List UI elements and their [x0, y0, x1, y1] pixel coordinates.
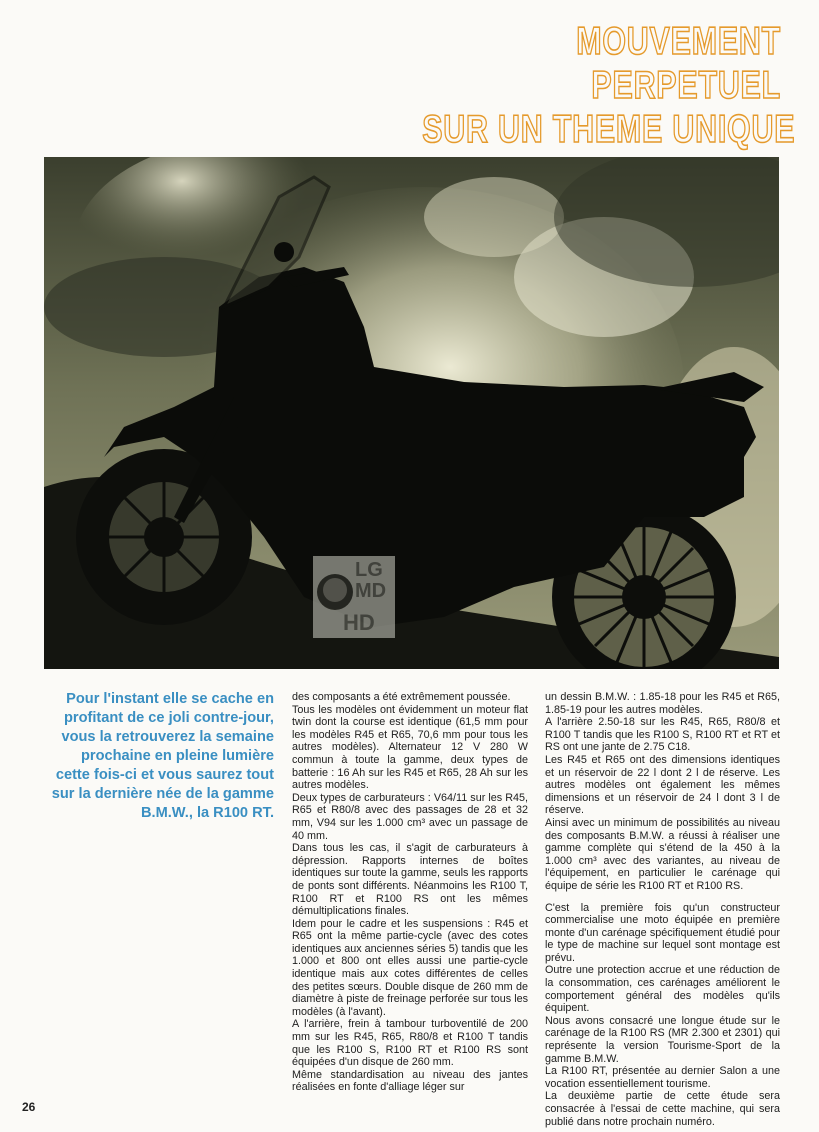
paragraph: Outre une protection accrue et une réduction de la consommation, ces carénages améliorent le comportement général des modèles qu'ils équipent. — [545, 964, 780, 1015]
watermark-line-3: HD — [343, 610, 375, 635]
watermark-line-2: MD — [355, 580, 387, 602]
paragraph: Même standardisation au niveau des jantes réalisées en fonte d'alliage léger sur — [292, 1068, 528, 1094]
paragraph: Ainsi avec un minimum de possibilités au niveau des composants B.M.W. a réussi à réaliser une gamme complète qui s'étend de la 450 à la 1.000 cm³ avec des variantes, au niveau de l'équipement, en particulier le carénage qui équipe de série les R100 RT et R100 RS. — [545, 816, 780, 892]
title-line-1: MOUVEMENT — [576, 20, 781, 63]
paragraph: La deuxième partie de cette étude sera consacrée à l'essai de cette machine, qui sera publié dans notre prochain numéro. — [545, 1090, 780, 1128]
watermark-logo — [313, 556, 395, 638]
paragraph: La R100 RT, présentée au dernier Salon a une vocation essentiellement tourisme. — [545, 1065, 780, 1090]
paragraph: Les R45 et R65 ont des dimensions identiques et un réservoir de 22 l dont 2 l de réserve. Les autres modèles ont également les mêmes dimensions et un réservoir de 24 l dont 3 l de réserve. — [545, 753, 780, 817]
lead-paragraph: Pour l'instant elle se cache en profitant de ce joli contre-jour, vous la retrouverez la semaine prochaine en pleine lumière cette fois-ci et vous saurez tout sur la dernière née de la gamme B.M.W., la R100 RT. — [51, 691, 274, 821]
paragraph: A l'arrière 2.50-18 sur les R45, R65, R80/8 et R100 T tandis que les R100 S, R100 RT et RT et RS ont une jante de 2.75 C18. — [545, 716, 780, 754]
text-column-1 — [292, 691, 528, 1094]
paragraph: Deux types de carburateurs : V64/11 sur les R45, R65 et R80/8 avec des passages de 28 et 32 mm, V94 sur les 1.000 cm³ avec un passage de 40 mm. — [292, 791, 528, 842]
title-line-2: PERPETUEL — [591, 64, 781, 107]
paragraph: A l'arrière, frein à tambour turboventilé de 200 mm sur les R45, R65, R80/8 et R100 T tandis que les R100 S, R100 RT et R100 RS sont équipées d'un disque de 260 mm. — [292, 1018, 528, 1069]
paragraph: Dans tous les cas, il s'agit de carburateurs à dépression. Rapports internes de boîtes identiques sur toute la gamme, seuls les rapports de ponts sont différents. Néanmoins les R100 T, R100 RT et R100 RS ont les mêmes démultiplications finales. — [292, 842, 528, 918]
paragraph: des composants a été extrêmement poussée. — [292, 691, 511, 703]
page-number: 26 — [22, 1100, 36, 1114]
motorcycle-photo — [44, 157, 779, 669]
title-line-3: SUR UN THEME UNIQUE — [422, 108, 796, 151]
paragraph: Idem pour le cadre et les suspensions : R45 et R65 ont la même partie-cycle (avec des cotes identiques aux anciennes séries 5) tandis que les 1.000 et 800 ont elles aussi une partie-cycle identique mais aux cotes différentes de celles des petites sœurs. Double disque de 260 mm de diamètre à piste de freinage perforée sur tous les modèles (à l'avant). — [292, 917, 528, 1018]
paragraph: Tous les modèles ont évidemment un moteur flat twin dont la course est identique (61,5 mm pour les modèles R45 et R65, 70,6 mm pour tous les autres modèles). Alternateur 12 V 280 W commun à toute la gamme, deux types de batterie : 16 Ah sur les R45 et R65, 28 Ah sur les autres modèles. — [292, 703, 528, 792]
paragraph: un dessin B.M.W. : 1.85-18 pour les R45 et R65, 1.85-19 pour les autres modèles. — [545, 691, 780, 716]
paragraph: Nous avons consacré une longue étude sur le carénage de la R100 RS (MR 2.300 et 2301) qui représente la version Tourisme-Sport de la gamme B.M.W. — [545, 1014, 780, 1065]
watermark-line-1: LG — [355, 559, 383, 581]
article-title — [422, 20, 796, 152]
text-column-2 — [545, 691, 780, 1128]
paragraph: C'est la première fois qu'un constructeur commercialise une moto équipée en première monte d'un carénage spécifiquement étudié pour le type de machine sur lequel sont montage est prévu. — [545, 901, 780, 964]
motorcycle-silhouette-image — [44, 157, 779, 669]
